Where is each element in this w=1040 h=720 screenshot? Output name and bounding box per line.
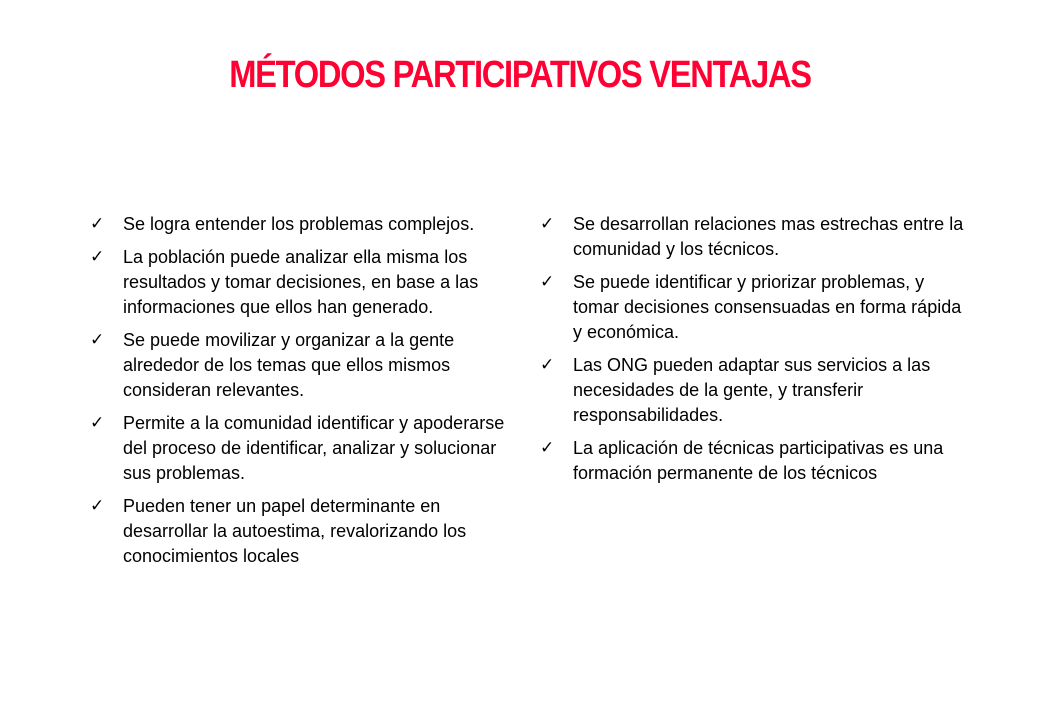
bullet-text: Se puede movilizar y organizar a la gente alrededor de los temas que ellos mismos consideran relevantes. — [123, 330, 455, 400]
bullet-item — [540, 436, 965, 486]
right-bullet-list — [540, 212, 965, 494]
checkmark-icon: ✓ — [90, 247, 105, 267]
left-bullet-list — [90, 212, 510, 577]
bullet-item — [540, 212, 965, 262]
bullet-text: La población puede analizar ella misma los resultados y tomar decisiones, en base a las informaciones que ellos han generado. — [123, 247, 479, 317]
slide-title: MÉTODOS PARTICIPATIVOS VENTAJAS — [229, 54, 811, 96]
bullet-text: Se logra entender los problemas complejos. — [123, 214, 475, 234]
bullet-text: Las ONG pueden adaptar sus servicios a las necesidades de la gente, y transferir responsabilidades. — [573, 355, 931, 425]
bullet-text: Se puede identificar y priorizar problemas, y tomar decisiones consensuadas en forma rápida y económica. — [573, 272, 962, 342]
bullet-item — [540, 353, 965, 428]
bullet-text: Permite a la comunidad identificar y apoderarse del proceso de identificar, analizar y solucionar sus problemas. — [123, 413, 505, 483]
bullet-text: Se desarrollan relaciones mas estrechas entre la comunidad y los técnicos. — [573, 214, 964, 259]
bullet-item — [90, 212, 510, 237]
checkmark-icon: ✓ — [540, 214, 555, 234]
bullet-item — [90, 494, 510, 569]
bullet-item — [540, 270, 965, 345]
checkmark-icon: ✓ — [540, 355, 555, 375]
checkmark-icon: ✓ — [90, 214, 105, 234]
bullet-item — [90, 245, 510, 320]
bullet-text: La aplicación de técnicas participativas es una formación permanente de los técnicos — [573, 438, 944, 483]
bullet-item — [90, 328, 510, 403]
checkmark-icon: ✓ — [540, 438, 555, 458]
bullet-item — [90, 411, 510, 486]
checkmark-icon: ✓ — [90, 413, 105, 433]
checkmark-icon: ✓ — [90, 330, 105, 350]
checkmark-icon: ✓ — [90, 496, 105, 516]
bullet-text: Pueden tener un papel determinante en desarrollar la autoestima, revalorizando los conocimientos locales — [123, 496, 467, 566]
checkmark-icon: ✓ — [540, 272, 555, 292]
